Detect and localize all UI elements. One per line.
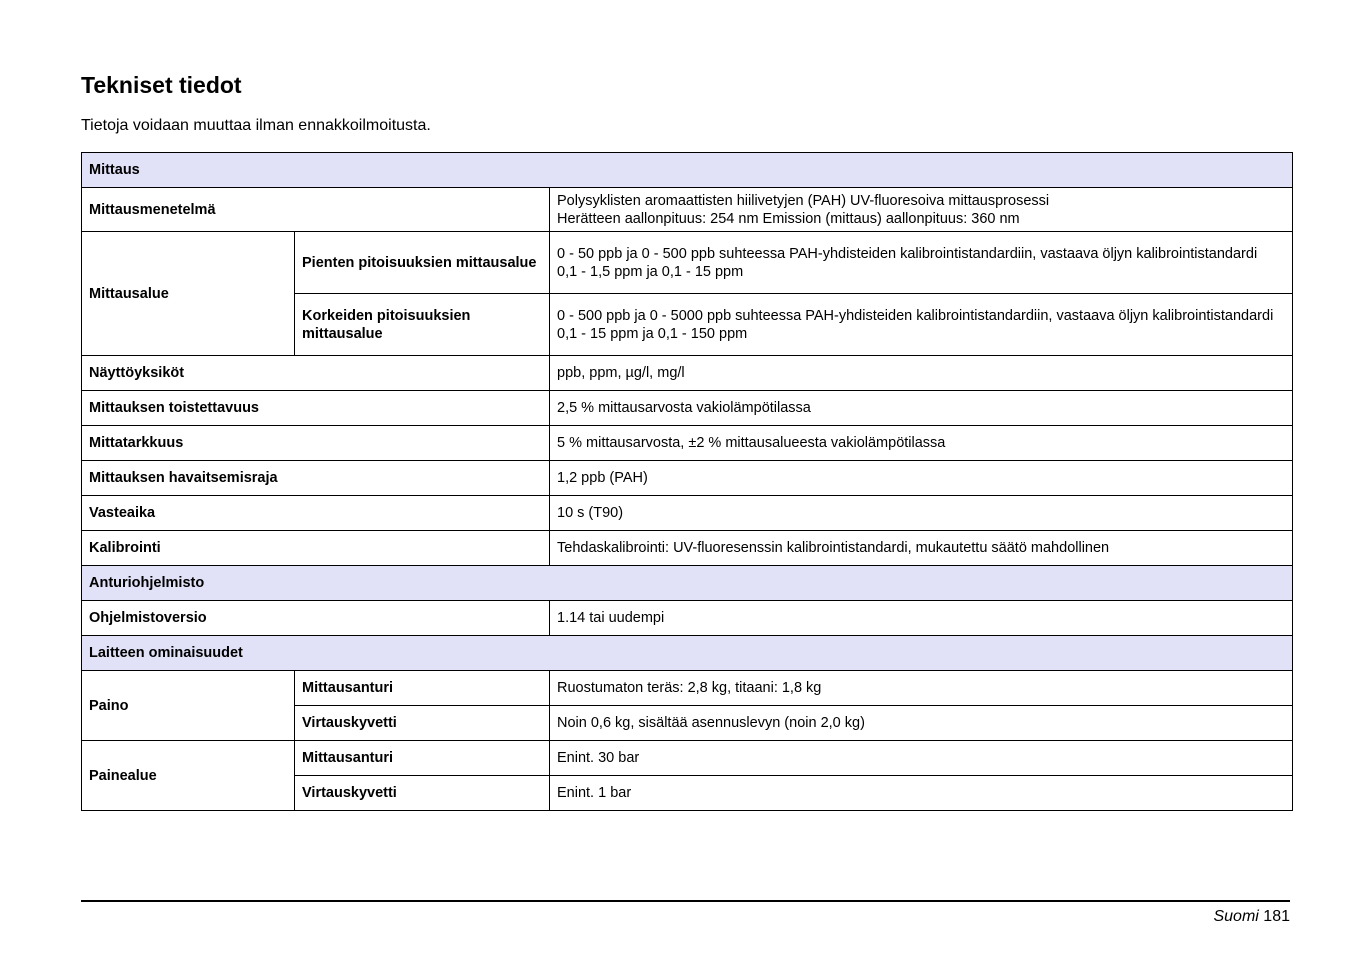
table-row	[82, 741, 1293, 776]
row-value: 10 s (T90)	[550, 496, 1293, 531]
table-row	[82, 391, 1293, 426]
table-row	[82, 232, 1293, 294]
table-row	[82, 461, 1293, 496]
intro-text: Tietoja voidaan muuttaa ilman ennakkoilmoitusta.	[81, 117, 431, 134]
section-row-software	[82, 566, 1293, 601]
footer-language: Suomi	[1213, 908, 1259, 925]
row-value: Noin 0,6 kg, sisältää asennuslevyn (noin 2,0 kg)	[550, 706, 1293, 741]
table-row	[82, 426, 1293, 461]
row-value: ppb, ppm, µg/l, mg/l	[550, 356, 1293, 391]
row-value: Enint. 30 bar	[550, 741, 1293, 776]
row-label: Mittauksen havaitsemisraja	[82, 461, 550, 496]
row-sublabel: Virtauskyvetti	[295, 706, 550, 741]
row-label: Kalibrointi	[82, 531, 550, 566]
table-row	[82, 356, 1293, 391]
row-value: 0 - 500 ppb ja 0 - 5000 ppb suhteessa PAH-yhdisteiden kalibrointistandardiin, vastaava öljyn kalibrointistandardi 0,1 - 15 ppm ja 0,1 - 150 ppm	[550, 294, 1293, 356]
section-header: Anturiohjelmisto	[82, 566, 1293, 601]
row-sublabel: Pienten pitoisuuksien mittausalue	[295, 232, 550, 294]
table-row	[82, 671, 1293, 706]
table-row	[82, 188, 1293, 232]
section-header: Laitteen ominaisuudet	[82, 636, 1293, 671]
row-label: Paino	[82, 671, 295, 741]
specifications-table	[81, 152, 1293, 811]
row-label: Vasteaika	[82, 496, 550, 531]
row-label: Mittauksen toistettavuus	[82, 391, 550, 426]
row-value: 1.14 tai uudempi	[550, 601, 1293, 636]
section-row-measurement	[82, 153, 1293, 188]
row-value: Ruostumaton teräs: 2,8 kg, titaani: 1,8 kg	[550, 671, 1293, 706]
row-label: Painealue	[82, 741, 295, 811]
table-row	[82, 601, 1293, 636]
row-value: 5 % mittausarvosta, ±2 % mittausalueesta vakiolämpötilassa	[550, 426, 1293, 461]
row-value: 1,2 ppb (PAH)	[550, 461, 1293, 496]
row-value: 2,5 % mittausarvosta vakiolämpötilassa	[550, 391, 1293, 426]
row-sublabel: Korkeiden pitoisuuksien mittausalue	[295, 294, 550, 356]
table-row	[82, 531, 1293, 566]
row-value: Tehdaskalibrointi: UV-fluoresenssin kalibrointistandardi, mukautettu säätö mahdollinen	[550, 531, 1293, 566]
row-sublabel: Virtauskyvetti	[295, 776, 550, 811]
row-sublabel: Mittausanturi	[295, 671, 550, 706]
row-label: Mittausalue	[82, 232, 295, 356]
row-value: Enint. 1 bar	[550, 776, 1293, 811]
section-header: Mittaus	[82, 153, 1293, 188]
row-label: Näyttöyksiköt	[82, 356, 550, 391]
table-row	[82, 496, 1293, 531]
page-title: Tekniset tiedot	[81, 72, 242, 98]
footer-divider	[81, 900, 1290, 902]
row-label: Mittausmenetelmä	[82, 188, 550, 232]
page-footer	[1213, 908, 1290, 926]
row-label: Mittatarkkuus	[82, 426, 550, 461]
section-row-device	[82, 636, 1293, 671]
row-value: Polysyklisten aromaattisten hiilivetyjen (PAH) UV-fluoresoiva mittausprosessi Herätteen aallonpituus: 254 nm Emission (mittaus) aallonpituus: 360 nm	[550, 188, 1293, 232]
row-label: Ohjelmistoversio	[82, 601, 550, 636]
row-value: 0 - 50 ppb ja 0 - 500 ppb suhteessa PAH-yhdisteiden kalibrointistandardiin, vastaava öljyn kalibrointistandardi 0,1 - 1,5 ppm ja 0,1 - 15 ppm	[550, 232, 1293, 294]
page-number: 181	[1263, 908, 1290, 925]
row-sublabel: Mittausanturi	[295, 741, 550, 776]
